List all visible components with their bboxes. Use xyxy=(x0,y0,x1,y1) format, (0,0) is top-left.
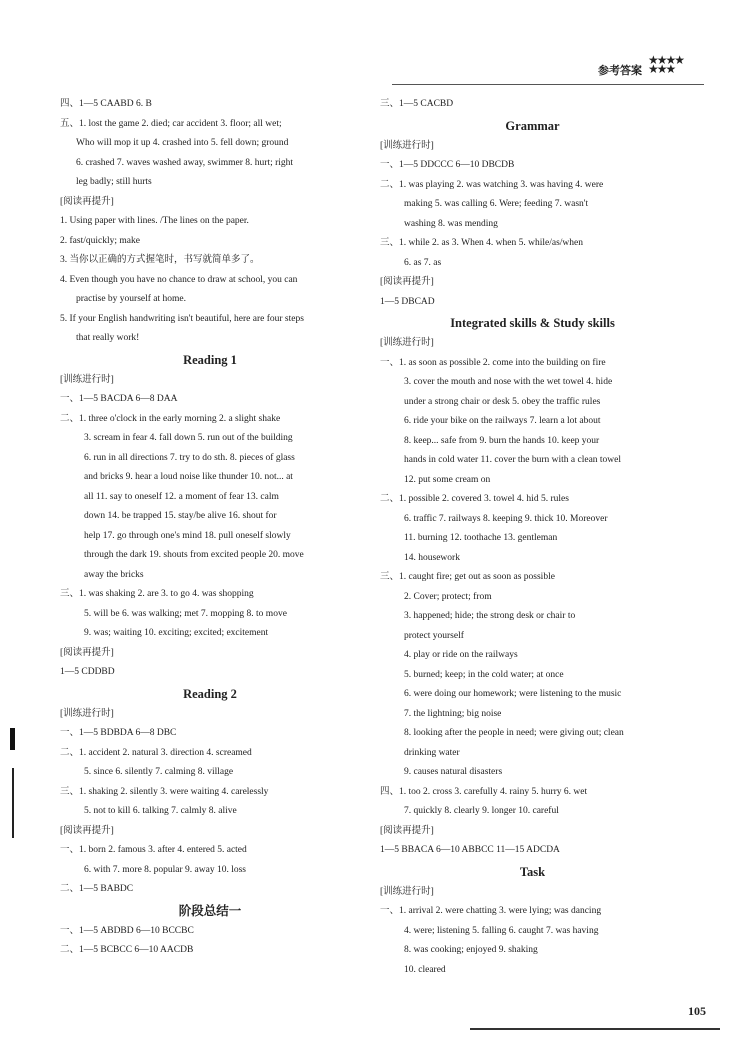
answer-line: 5. since 6. silently 7. calming 8. village xyxy=(84,767,234,777)
answer-line: 2. Cover; protect; from xyxy=(404,591,492,602)
answer-line: Who will mop it up 4. crashed into 5. fell down; ground xyxy=(76,138,289,148)
answer-line: 3. 当你以正确的方式握笔时，书写就简单多了。 xyxy=(60,255,260,265)
answer-line: 1—5 DBCAD xyxy=(380,296,435,307)
answer-line: 2. fast/quickly; make xyxy=(60,235,140,246)
section-heading: Reading 2 xyxy=(183,686,237,701)
answer-line: 1—5 BBACA 6—10 ABBCC 11—15 ADCDA xyxy=(380,845,560,855)
answer-line: 6. with 7. more 8. popular 9. away 10. loss xyxy=(84,864,247,875)
section-heading: Reading 1 xyxy=(183,352,237,367)
section-tag: [训练进行时] xyxy=(60,374,114,385)
section-tag: [训练进行时] xyxy=(380,338,434,348)
answer-line: and bricks 9. hear a loud noise like thunder 10. not... at xyxy=(84,472,293,482)
answer-line: 5. burned; keep; in the cold water; at once xyxy=(404,669,564,680)
answer-line: 3. cover the mouth and nose with the wet towel 4. hide xyxy=(404,377,613,387)
answer-line: 二、1. was playing 2. was watching 3. was having 4. were xyxy=(380,179,604,190)
section-tag: [训练进行时] xyxy=(380,140,434,151)
answer-line: 4. play or ride on the railways xyxy=(404,650,518,660)
answer-line: 5. If your English handwriting isn't beautiful, here are four steps xyxy=(60,313,304,324)
section-heading: Task xyxy=(519,864,546,879)
answer-line: 二、1—5 BABDC xyxy=(60,884,134,894)
section-tag: [阅读再提升] xyxy=(60,647,114,658)
answer-line: under a strong chair or desk 5. obey the traffic rules xyxy=(404,396,601,407)
section-tag: [阅读再提升] xyxy=(380,277,434,287)
answer-line: 6. traffic 7. railways 8. keeping 9. thick 10. Moreover xyxy=(404,513,608,524)
answer-line: 一、1—5 BACDA 6—8 DAA xyxy=(60,394,178,404)
answer-line: hands in cold water 11. cover the burn with a clean towel xyxy=(404,455,622,465)
answer-line: 二、1. accident 2. natural 3. direction 4. screamed xyxy=(60,747,252,758)
answer-line: 8. keep... safe from 9. burn the hands 10. keep your xyxy=(404,435,600,446)
answer-line: 一、1. born 2. famous 3. after 4. entered 5. acted xyxy=(60,845,247,855)
answer-line: 三、1—5 CACBD xyxy=(380,99,454,109)
answer-line: washing 8. was mending xyxy=(404,218,498,229)
header-rule xyxy=(392,84,704,85)
answer-line: 三、1. while 2. as 3. When 4. when 5. while/as/when xyxy=(380,238,583,248)
answer-line: 二、1. possible 2. covered 3. towel 4. hid 5. rules xyxy=(380,494,569,504)
answer-line: 一、1—5 BDBDA 6—8 DBC xyxy=(60,728,177,738)
answer-line: 四、1. too 2. cross 3. carefully 4. rainy 5. hurry 6. wet xyxy=(380,786,588,797)
answer-line: all 11. say to oneself 12. a moment of fear 13. calm xyxy=(84,491,279,502)
answer-line: practise by yourself at home. xyxy=(76,294,187,304)
answer-line: 3. scream in fear 4. fall down 5. run out of the building xyxy=(84,433,293,443)
answer-line: 一、1—5 DDCCC 6—10 DBCDB xyxy=(380,160,515,170)
header-title: 参考答案 xyxy=(598,64,642,77)
answer-line: 四、1—5 CAABD 6. B xyxy=(60,99,152,109)
answer-line: 三、1. shaking 2. silently 3. were waiting 4. carelessly xyxy=(60,786,269,797)
section-heading: Integrated skills & Study skills xyxy=(450,316,615,330)
answer-line: protect yourself xyxy=(404,630,464,641)
answer-line: 6. were doing our homework; were listening to the music xyxy=(404,689,622,699)
answer-line: away the bricks xyxy=(84,569,144,580)
stars-icon: ★★★★ ★★★ xyxy=(648,53,684,76)
answer-line: 12. put some cream on xyxy=(404,474,491,485)
answer-line: 一、1. arrival 2. were chatting 3. were lying; was dancing xyxy=(380,906,602,916)
answer-line: 8. looking after the people in need; were giving out; clean xyxy=(404,728,624,738)
answer-line: 10. cleared xyxy=(404,964,446,975)
answer-line: 5. will be 6. was walking; met 7. mopping 8. to move xyxy=(84,608,287,619)
answer-line: 8. was cooking; enjoyed 9. shaking xyxy=(404,945,538,955)
section-heading: Grammar xyxy=(505,118,560,133)
binding-mark-icon xyxy=(8,728,18,848)
answer-line: making 5. was calling 6. Were; feeding 7. wasn't xyxy=(404,199,589,209)
answer-line: down 14. be trapped 15. stay/be alive 16. shout for xyxy=(84,511,277,521)
answer-line: 9. causes natural disasters xyxy=(404,767,503,777)
answer-line: 6. crashed 7. waves washed away, swimmer 8. hurt; right xyxy=(76,157,294,168)
answer-line: 三、1. caught fire; get out as soon as possible xyxy=(380,572,555,582)
answer-line: 三、1. was shaking 2. are 3. to go 4. was shopping xyxy=(60,589,254,599)
answer-line: 二、1—5 BCBCC 6—10 AACDB xyxy=(60,945,194,955)
right-column xyxy=(380,95,685,980)
answer-line: 二、1. three o'clock in the early morning 2. a slight shake xyxy=(60,413,281,424)
section-heading: 阶段总结一 xyxy=(178,903,242,918)
answer-line: 五、1. lost the game 2. died; car accident 3. floor; all wet; xyxy=(60,118,282,129)
section-tag: [阅读再提升] xyxy=(60,196,114,207)
section-tag: [阅读再提升] xyxy=(380,825,434,836)
answer-line: 11. burning 12. toothache 13. gentleman xyxy=(404,533,558,543)
answer-line: 一、1. as soon as possible 2. come into the building on fire xyxy=(380,357,606,368)
answer-line: 6. ride your bike on the railways 7. learn a lot about xyxy=(404,416,601,426)
answer-line: 9. was; waiting 10. exciting; excited; excitement xyxy=(84,628,269,638)
answer-line: 7. quickly 8. clearly 9. longer 10. careful xyxy=(404,806,559,816)
answer-line: through the dark 19. shouts from excited people 20. move xyxy=(84,550,304,560)
answer-line: 6. run in all directions 7. try to do sth. 8. pieces of glass xyxy=(84,452,295,463)
section-tag: [训练进行时] xyxy=(60,708,114,719)
answer-line: 3. happened; hide; the strong desk or chair to xyxy=(404,611,576,621)
section-tag: [阅读再提升] xyxy=(60,825,114,836)
answer-line: drinking water xyxy=(404,747,460,758)
page-header xyxy=(590,53,730,84)
answer-line: leg badly; still hurts xyxy=(76,177,152,187)
answer-line: 6. as 7. as xyxy=(404,257,442,268)
answer-line: 7. the lightning; big noise xyxy=(404,708,502,719)
answer-line: 1. Using paper with lines. /The lines on the paper. xyxy=(60,216,249,226)
page-number: 105 xyxy=(688,1004,706,1018)
answer-line: 5. not to kill 6. talking 7. calmly 8. alive xyxy=(84,806,237,816)
answer-line: help 17. go through one's mind 18. pull oneself slowly xyxy=(84,530,291,541)
answer-line: that really work! xyxy=(76,333,140,343)
answer-line: 1—5 CDDBD xyxy=(60,667,115,677)
answer-line: 14. housework xyxy=(404,552,460,563)
answer-line: 4. were; listening 5. falling 6. caught 7. was having xyxy=(404,925,599,936)
footer-rule xyxy=(470,1028,720,1030)
section-tag: [训练进行时] xyxy=(380,886,434,897)
answer-line: 4. Even though you have no chance to draw at school, you can xyxy=(60,274,298,285)
answer-line: 一、1—5 ABDBD 6—10 BCCBC xyxy=(60,925,194,936)
left-column xyxy=(60,95,360,961)
